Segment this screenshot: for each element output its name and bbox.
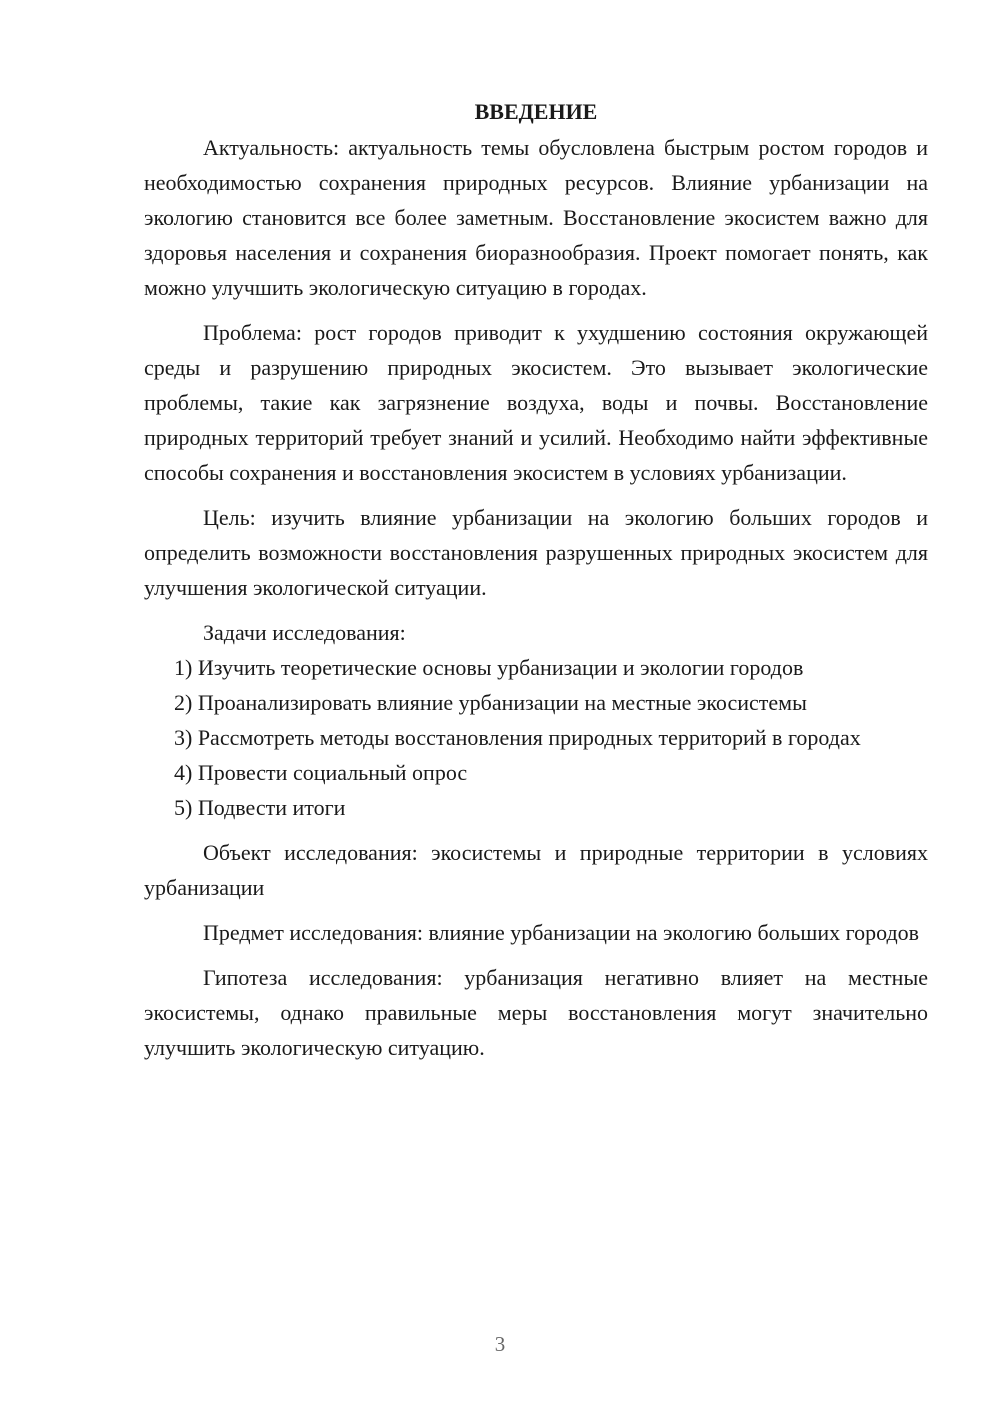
tasks-heading: Задачи исследования:: [203, 620, 406, 645]
task-item-4: 4) Провести социальный опрос: [174, 760, 468, 785]
paragraph-problem: Проблема: рост городов приводит к ухудшению состояния окружающей среды и разрушению природных экосистем. Это вызывает экологические проблемы, такие как загрязнение воздуха, воды и почвы. Восстановление природных территорий требует знаний и усилий. Необходимо найти эффективные способы сохранения и восстановления экосистем в условиях урбанизации.: [144, 320, 928, 485]
paragraph-hypothesis: Гипотеза исследования: урбанизация негативно влияет на местные экосистемы, однако правильные меры восстановления могут значительно улучшить экологическую ситуацию.: [144, 965, 928, 1060]
paragraph-subject: Предмет исследования: влияние урбанизации на экологию больших городов: [203, 920, 920, 945]
page-number: 3: [494, 1332, 506, 1356]
paragraph-relevance: Актуальность: актуальность темы обусловлена быстрым ростом городов и необходимостью сохранения природных ресурсов. Влияние урбанизации на экологию становится все более заметным. Восстановление экосистем важно для здоровья населения и сохранения биоразнообразия. Проект помогает понять, как можно улучшить экологическую ситуацию в городах.: [144, 135, 928, 300]
task-item-2: 2) Проанализировать влияние урбанизации на местные экосистемы: [174, 690, 807, 715]
paragraph-object: Объект исследования: экосистемы и природные территории в условиях урбанизации: [144, 840, 928, 900]
task-item-3: 3) Рассмотреть методы восстановления природных территорий в городах: [174, 725, 861, 750]
page-content: [144, 94, 928, 1065]
section-title: ВВЕДЕНИЕ: [474, 99, 598, 124]
task-item-5: 5) Подвести итоги: [174, 795, 346, 820]
paragraph-goal: Цель: изучить влияние урбанизации на экологию больших городов и определить возможности восстановления разрушенных природных экосистем для улучшения экологической ситуации.: [144, 505, 928, 600]
task-item-1: 1) Изучить теоретические основы урбанизации и экологии городов: [174, 655, 804, 680]
